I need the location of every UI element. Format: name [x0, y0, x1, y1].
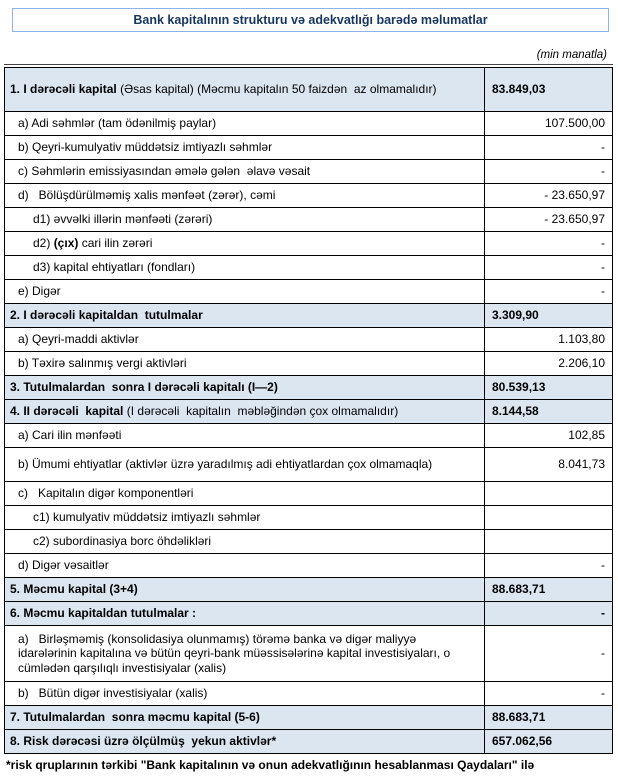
row-value: - [484, 554, 612, 577]
row-label [5, 602, 484, 625]
row-label [5, 448, 484, 481]
capital-structure-table [4, 67, 613, 754]
unit-note: (min manatla) [536, 49, 607, 61]
table-row-4b [5, 448, 612, 482]
label-segment: b) Bütün digər investisiyalar (xalis) [18, 686, 208, 701]
table-row-3 [5, 376, 612, 400]
table-row-7 [5, 706, 612, 730]
row-label [5, 424, 484, 447]
table-row-2b [5, 352, 612, 376]
table-row-4a [5, 424, 612, 448]
footnote: *risk qruplarının tərkibi "Bank kapitalının və onun adekvatlığının hesablanması Qaydaları" ilə [6, 758, 535, 772]
label-segment: a) Adi səhmlər (tam ödənilmiş paylar) [18, 116, 217, 131]
table-row-5 [5, 578, 612, 602]
row-label-text [33, 212, 212, 227]
label-segment: d) Bölüşdürülməmiş xalis mənfəət (zərər), cəmi [18, 188, 276, 203]
label-segment: 1. I dərəcəli kapital [10, 82, 117, 97]
row-label [5, 112, 484, 135]
row-label [5, 482, 484, 505]
row-value: 1.103,80 [484, 328, 612, 351]
label-segment: (çıx) [53, 236, 79, 251]
report-title: Bank kapitalının strukturu və adekvatlığı barədə məlumatlar [12, 8, 609, 32]
row-label [5, 400, 484, 423]
label-segment: a) Birləşməmiş (konsolidasiya olunmamış) törəmə banka və digər maliyyə idarələrinin kapitalına və bütün qeyri-bank müəssisələrinə kapital investisiyaları, o cümlədən qarşılıqlı investisiyalar (xalis) [18, 631, 454, 675]
label-segment: 4. II dərəcəli kapital [10, 404, 124, 419]
row-label [5, 68, 484, 111]
row-value [484, 506, 612, 529]
row-label-text [10, 606, 196, 621]
row-value: - 23.650,97 [484, 208, 612, 231]
row-value: - [484, 280, 612, 303]
label-segment: c) Kapitalın digər komponentləri [18, 486, 194, 501]
row-label-text [18, 356, 187, 371]
row-label [5, 530, 484, 553]
row-value [484, 530, 612, 553]
table-row-2a [5, 328, 612, 352]
row-value: 83.849,03 [484, 68, 612, 111]
row-value: 8.041,73 [484, 448, 612, 481]
row-label [5, 136, 484, 159]
row-value: 80.539,13 [484, 376, 612, 399]
label-segment: e) Digər [18, 284, 61, 299]
table-row-6 [5, 602, 612, 626]
table-row-1c [5, 160, 612, 184]
row-label-text [18, 457, 432, 472]
row-value: - 23.650,97 [484, 184, 612, 207]
row-label [5, 328, 484, 351]
spacer [4, 32, 613, 46]
row-value: 88.683,71 [484, 706, 612, 729]
table-row-8 [5, 730, 612, 754]
row-value: - [484, 602, 612, 625]
row-value: 107.500,00 [484, 112, 612, 135]
table-row-2 [5, 304, 612, 328]
row-value [484, 482, 612, 505]
label-segment: 3. Tutulmalardan sonra I dərəcəli kapitalı (I—2) [10, 380, 278, 395]
row-value: 2.206,10 [484, 352, 612, 375]
table-row-4 [5, 400, 612, 424]
unit-note-row [4, 46, 613, 65]
row-value: - [484, 626, 612, 681]
label-segment: 6. Məcmu kapitaldan tutulmalar : [10, 606, 197, 621]
table-row-4c [5, 482, 612, 506]
row-value: - [484, 160, 612, 183]
row-value: 8.144,58 [484, 400, 612, 423]
label-segment: cari ilin zərəri [78, 236, 153, 251]
label-segment: a) Cari ilin mənfəəti [18, 428, 122, 443]
label-segment: 8. Risk dərəcəsi üzrə ölçülmüş yekun aktivlər* [10, 734, 277, 749]
row-label-text [18, 140, 272, 155]
row-label [5, 706, 484, 729]
label-segment: d2) [33, 236, 54, 251]
row-label-text [18, 686, 207, 701]
table-row-1d [5, 184, 612, 208]
row-label-text [33, 510, 260, 525]
row-label-text [10, 734, 276, 749]
label-segment: c1) kumulyativ müddətsiz imtiyazlı səhmlər [33, 510, 261, 525]
label-segment: (I dərəcəli kapitalın məbləğindən çox olmamalıdır) [123, 404, 399, 419]
row-label-text [33, 236, 152, 251]
row-label [5, 682, 484, 705]
table-row-4c2 [5, 530, 612, 554]
label-segment: d1) əvvəlki illərin mənfəəti (zərəri) [33, 212, 213, 227]
row-value: - [484, 232, 612, 255]
row-label-text [18, 284, 61, 299]
row-label [5, 256, 484, 279]
row-value: 102,85 [484, 424, 612, 447]
row-label-text [10, 82, 437, 97]
label-segment: c) Səhmlərin emissiyasından əmələ gələn əlavə vəsait [18, 164, 311, 179]
row-label-text [10, 380, 278, 395]
table-row-1e [5, 280, 612, 304]
row-label-text [18, 332, 139, 347]
row-label-text [18, 116, 216, 131]
row-label [5, 232, 484, 255]
row-label-text [10, 710, 260, 725]
row-label-text [10, 308, 203, 323]
row-label-text [18, 188, 275, 203]
label-segment: b) Təxirə salınmış vergi aktivləri [18, 356, 187, 371]
row-value: - [484, 136, 612, 159]
table-row-6b [5, 682, 612, 706]
row-label-text [10, 404, 398, 419]
row-label-text [18, 632, 478, 676]
row-label-text [18, 558, 109, 573]
row-label-text [33, 260, 195, 275]
label-segment: c2) subordinasiya borc öhdəlikləri [33, 534, 212, 549]
table-row-1d1 [5, 208, 612, 232]
row-label [5, 352, 484, 375]
row-label [5, 304, 484, 327]
row-label [5, 506, 484, 529]
row-value: 3.309,90 [484, 304, 612, 327]
row-label-text [18, 428, 121, 443]
label-segment: b) Qeyri-kumulyativ müddətsiz imtiyazlı səhmlər [18, 140, 273, 155]
row-label [5, 280, 484, 303]
label-segment: 5. Məcmu kapital (3+4) [10, 582, 138, 597]
row-label [5, 208, 484, 231]
row-value: - [484, 256, 612, 279]
table-row-1d3 [5, 256, 612, 280]
row-label-text [33, 534, 211, 549]
table-row-1b [5, 136, 612, 160]
table-row-1d2 [5, 232, 612, 256]
row-label-text [10, 582, 138, 597]
label-segment: 7. Tutulmalardan sonra məcmu kapital (5-6) [10, 710, 260, 725]
table-row-1a [5, 112, 612, 136]
label-segment: d) Digər vəsaitlər [18, 558, 109, 573]
label-segment: (Əsas kapital) (Məcmu kapitalın 50 faizdən az olmamalıdır) [116, 82, 437, 97]
row-label [5, 554, 484, 577]
row-label [5, 626, 484, 681]
row-label [5, 160, 484, 183]
row-label [5, 376, 484, 399]
table-row-4d [5, 554, 612, 578]
row-label-text [18, 486, 193, 501]
label-segment: b) Ümumi ehtiyatlar (aktivlər üzrə yaradılmış adi ehtiyatlardan çox olmamaqla) [18, 457, 433, 472]
table-row-1 [5, 68, 612, 112]
label-segment: a) Qeyri-maddi aktivlər [18, 332, 139, 347]
table-row-6a [5, 626, 612, 682]
row-value: - [484, 682, 612, 705]
label-segment: 2. I dərəcəli kapitaldan tutulmalar [10, 308, 203, 323]
row-label [5, 578, 484, 601]
table-row-4c1 [5, 506, 612, 530]
row-label [5, 184, 484, 207]
row-value: 657.062,56 [484, 730, 612, 753]
label-segment: d3) kapital ehtiyatları (fondları) [33, 260, 196, 275]
row-value: 88.683,71 [484, 578, 612, 601]
row-label [5, 730, 484, 753]
row-label-text [18, 164, 310, 179]
